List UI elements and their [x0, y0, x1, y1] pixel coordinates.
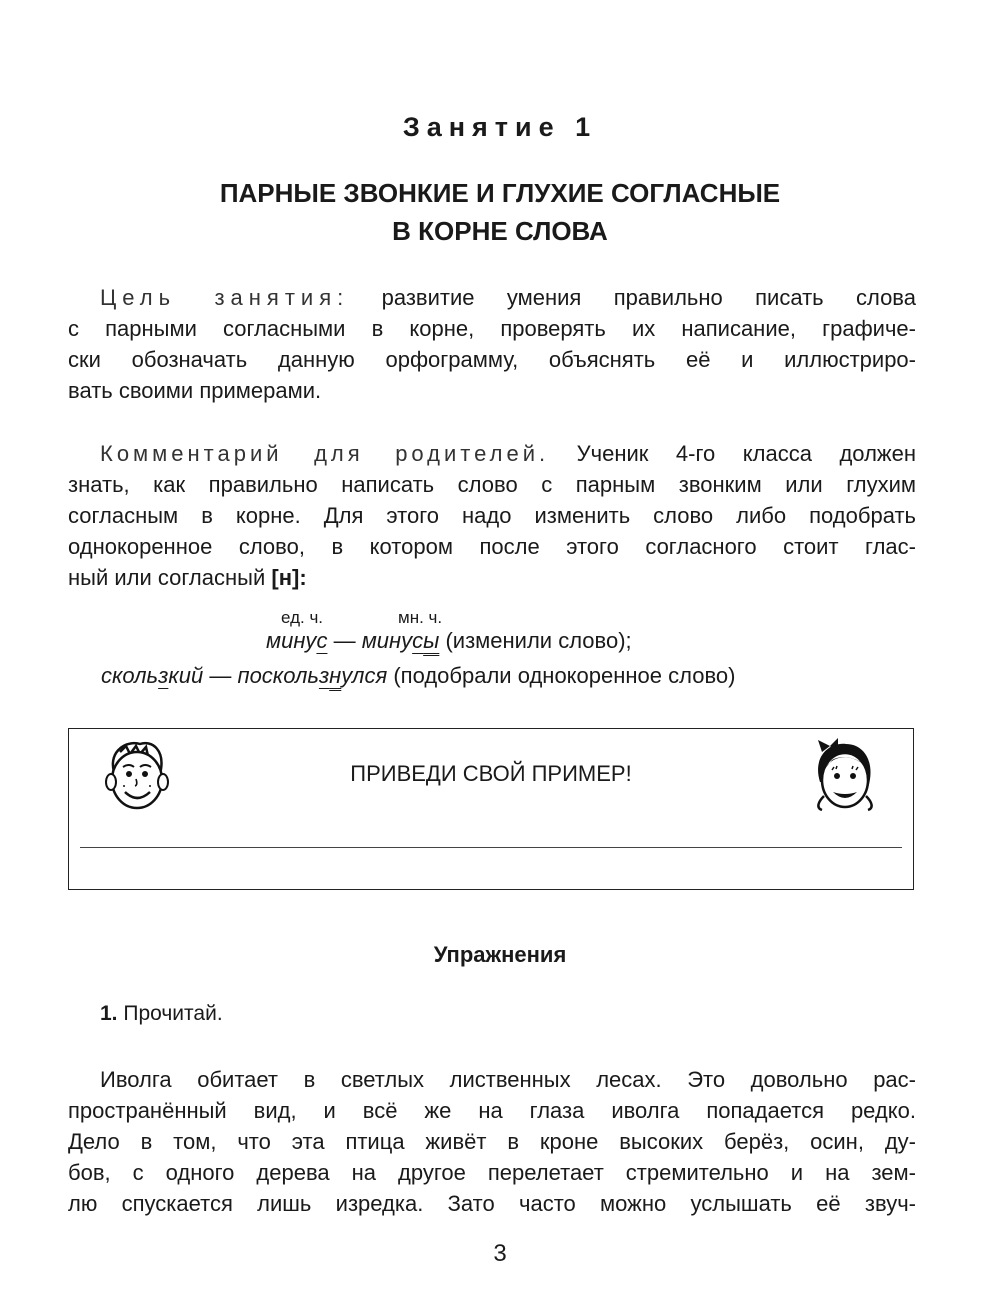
- lesson-title: Занятие 1: [402, 112, 598, 142]
- task-number: 1.: [100, 1002, 118, 1025]
- example-2-word-1: скользкий: [101, 663, 204, 688]
- comment-line-2: знать, как правильно написать слово с парным звонким или глухим: [68, 472, 916, 497]
- comment-line-4: однокоренное слово, в котором после этого согласного стоит глас-: [68, 534, 916, 559]
- goal-line-1: Цель занятия: развитие умения правильно писать слова: [100, 285, 916, 310]
- label-singular: ед. ч.: [281, 608, 324, 627]
- example-1-word-2: минусы: [361, 628, 440, 653]
- example-1: минус — минусы (изменили слово);: [266, 628, 632, 653]
- comment-label: Комментарий для родителей.: [100, 441, 550, 466]
- example-2: скользкий — поскользнулся (подобрали однокоренное слово): [101, 663, 736, 688]
- consonant-n: [н]:: [271, 565, 307, 590]
- example-box: [68, 728, 914, 890]
- goal-line-2: с парными согласными в корне, проверять их написание, графиче-: [68, 316, 916, 341]
- example-1-word-1: минус: [266, 628, 328, 653]
- comment-line-5: ный или согласный [н]:: [68, 565, 307, 590]
- task-text: Прочитай.: [123, 1002, 223, 1025]
- topic-title-line-1: ПАРНЫЕ ЗВОНКИЕ И ГЛУХИЕ СОГЛАСНЫЕ: [219, 178, 781, 208]
- page-number: 3: [493, 1240, 507, 1267]
- goal-paragraph: [68, 282, 916, 412]
- goal-line-3: ски обозначать данную орфограмму, объяснять её и иллюстриро-: [68, 347, 916, 372]
- comment-paragraph: [68, 438, 916, 598]
- comment-line-3: согласным в корне. Для этого надо изменить слово либо подобрать: [68, 503, 916, 528]
- example-2-note: (подобрали однокоренное слово): [393, 663, 736, 688]
- text-line-1: Иволга обитает в светлых лиственных лесах. Это довольно рас-: [100, 1067, 916, 1092]
- example-box-prompt: ПРИВЕДИ СВОЙ ПРИМЕР!: [350, 761, 632, 786]
- comment-line-1: Комментарий для родителей. Ученик 4-го класса должен: [100, 441, 917, 466]
- topic-title-line-2: В КОРНЕ СЛОВА: [392, 216, 608, 246]
- text-line-4: бов, с одного дерева на другое перелетает стремительно и на зем-: [68, 1160, 916, 1185]
- reading-text: [68, 1064, 916, 1224]
- text-line-2: пространённый вид, и всё же на глаза иволга попадается редко.: [68, 1098, 916, 1123]
- goal-line-4: вать своими примерами.: [68, 378, 322, 403]
- goal-label: Цель занятия:: [100, 285, 350, 310]
- text-line-3: Дело в том, что эта птица живёт в кроне высоких берёз, осин, ду-: [68, 1129, 916, 1154]
- exercises-heading: Упражнения: [433, 942, 567, 967]
- task-1: [100, 1002, 223, 1026]
- label-plural: мн. ч.: [398, 608, 443, 627]
- example-2-word-2: поскользнулся: [237, 663, 388, 688]
- answer-line[interactable]: [80, 847, 902, 848]
- text-line-5: лю спускается лишь изредка. Зато часто можно услышать её звуч-: [68, 1191, 916, 1216]
- example-1-note: (изменили слово);: [445, 628, 632, 653]
